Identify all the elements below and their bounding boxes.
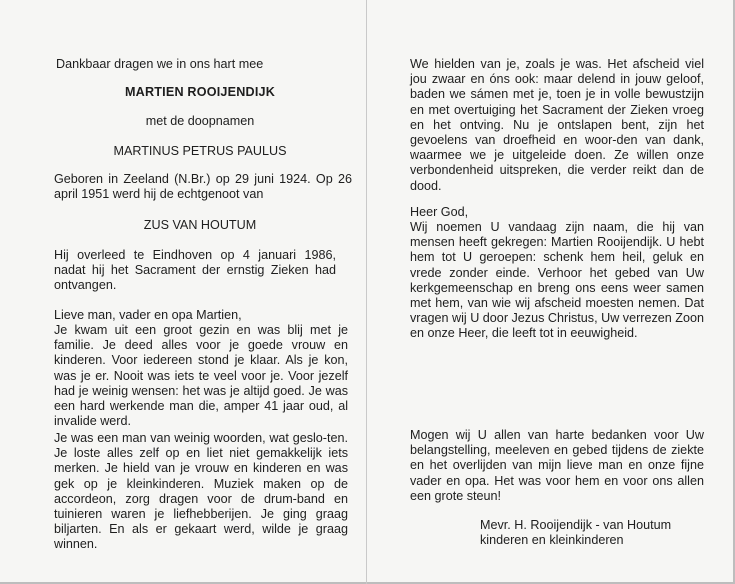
intro-text: Dankbaar dragen we in ons hart mee [56,57,264,71]
fold-line [366,0,367,584]
prayer-intro: Heer God, [410,205,469,219]
death-text: Hij overleed te Eindhoven op 4 januari 1986, nadat hij het Sacrament der ernstig Zieken had ontvangen. [54,248,336,293]
address-line: Lieve man, vader en opa Martien, [54,308,242,322]
thanks-paragraph: Mogen wij U allen van harte bedanken voor Uw belangstelling, meeleven en gebed tijdens de ziekte en het overlijden van mijn lieve man en onze fijne vader en opa. Het was voor hem en voor ons allen een grote steun! [410,428,704,503]
prayer-text: Wij noemen U vandaag zijn naam, die hij van mensen heeft gekregen: Martien Rooijendijk. U hebt hem tot U geroepen: schenk hem heil, geluk en vrede zonder einde. Verhoor het gebed van Uw kerkgemeenschap en breng ons eens weer samen met hem, van wie wij afscheid moesten nemen. Dat vragen wij U door Jezus Christus, Uw verrezen Zoon en onze Heer, die leeft tot in eeuwigheid. [410,220,704,341]
farewell-paragraph: We hielden van je, zoals je was. Het afscheid viel jou zwaar en óns ook: maar delend in jouw geloof, baden we sámen met je, toen je in volle bewustzijn en met overtuiging het Sacrament der Zieken vroeg en het ontving. Nu je ontslapen bent, zijn het gevoelens van droefheid en woor-den van dank, waarmee we je uitgeleide doen. Ze willen onze verbondenheid uitspreken, die verder reikt dan de dood. [410,57,704,193]
birth-marriage-text: Geboren in Zeeland (N.Br.) op 29 juni 1924. Op 26 april 1951 werd hij de echtgenoot van [54,172,352,202]
baptismal-names: MARTINUS PETRUS PAULUS [113,144,287,158]
spouse-name: ZUS VAN HOUTUM [143,218,257,232]
tribute-paragraph-2: Je was een man van weinig woorden, wat geslo-ten. Je loste alles zelf op en liet niet gemakkelijk iets merken. Je hield van je vrouw en kinderen en was gek op je kleinkinderen. Muziek maken op de accordeon, zorg dragen voor de drum-band en tuinieren waren je liefhebberijen. Je ging graag biljarten. En als er gekaart werd, wilde je graag winnen. [54,431,348,552]
signature-line-1: Mevr. H. Rooijendijk - van Houtum [480,518,672,532]
signature-line-2: kinderen en kleinkinderen [480,533,624,547]
tribute-paragraph-1: Je kwam uit een groot gezin en was blij met je familie. Je deed alles voor je goede vrouw en kinderen. Voor iedereen stond je klaar. Als je kon, was je er. Nooit was iets te veel voor je. Voor jezelf had je weinig wensen: het was je altijd goed. Je was een hard werkende man die, amper 41 jaar oud, al invalide werd. [54,323,348,429]
baptismal-intro: met de doopnamen [145,114,255,128]
deceased-name: MARTIEN ROOIJENDIJK [124,85,276,99]
